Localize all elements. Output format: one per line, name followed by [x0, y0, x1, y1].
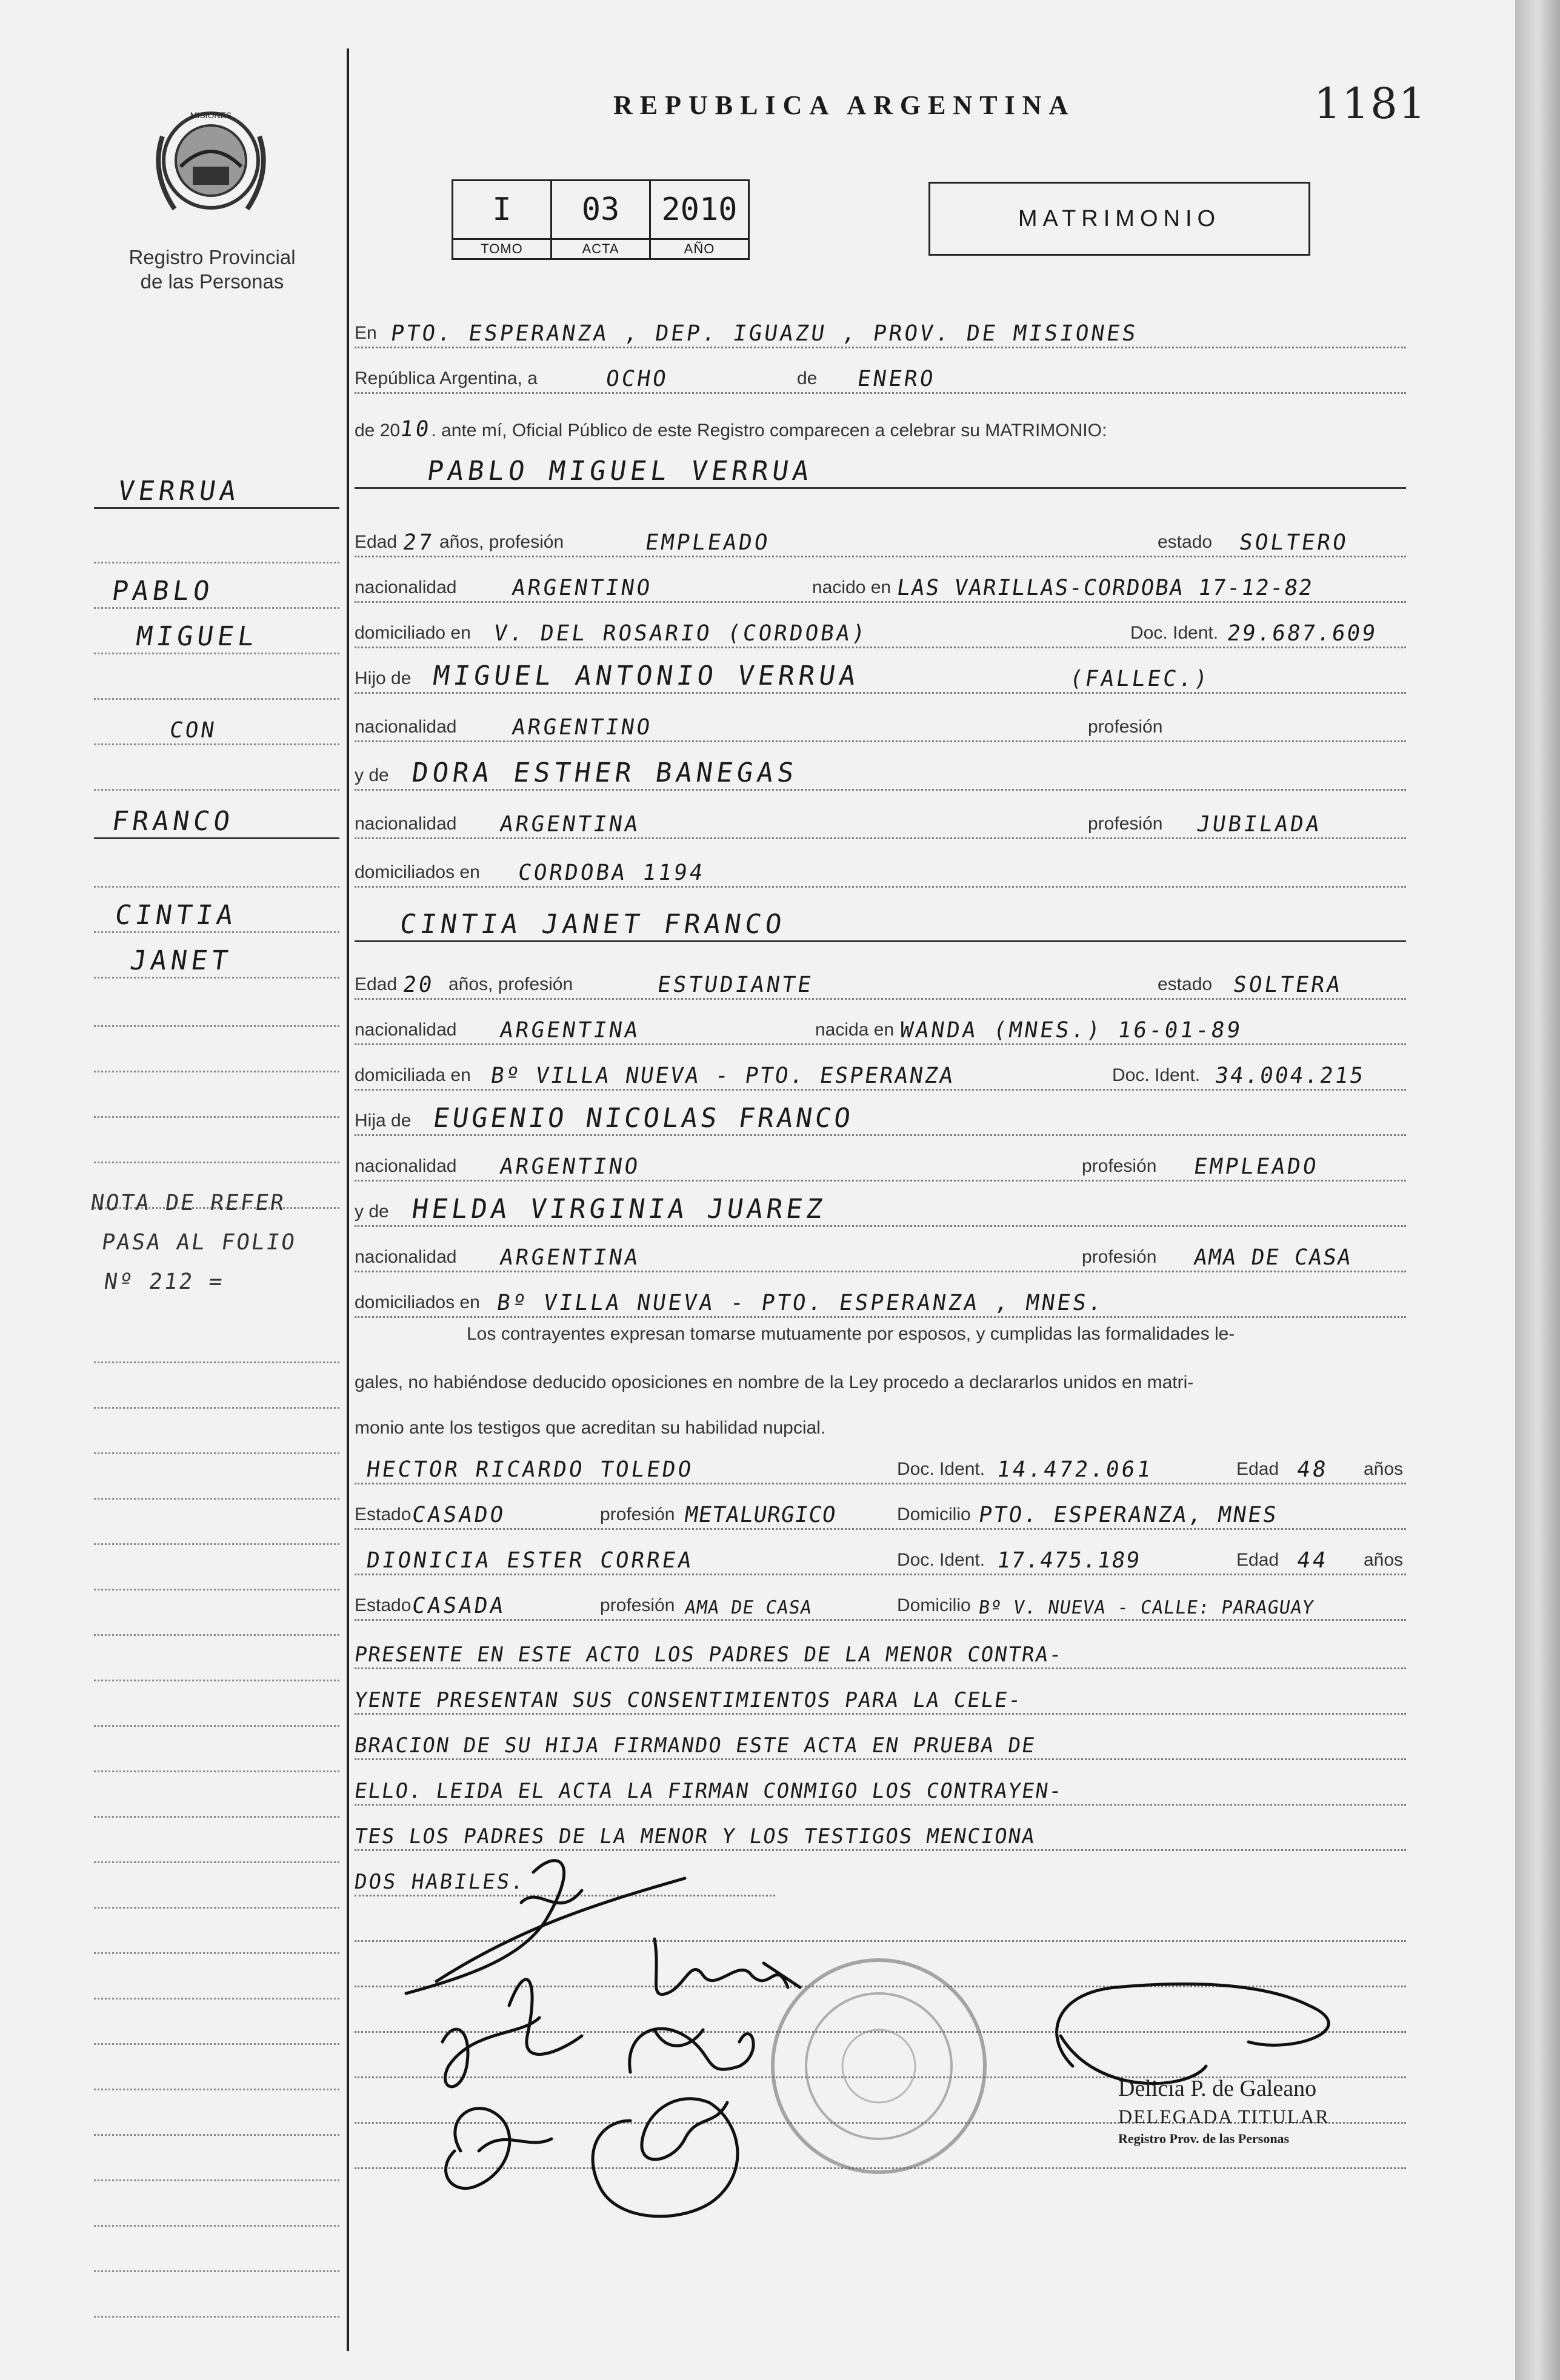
- profession-label: años, profesión: [448, 974, 573, 994]
- margin-line: [94, 1457, 339, 1500]
- bride-father-row: [355, 1094, 1406, 1136]
- bride-mother-profession: AMA DE CASA: [1192, 1245, 1354, 1270]
- nationality-label: nacionalidad: [355, 814, 457, 834]
- nationality-label: nacionalidad: [355, 1020, 457, 1040]
- note-line: TES LOS PADRES DE LA MENOR Y LOS TESTIGOS MENCIONA: [353, 1824, 1038, 1849]
- record-type-box: MATRIMONIO: [928, 182, 1310, 256]
- groom-father-nationality: ARGENTINO: [510, 715, 654, 740]
- born-label: nacida en: [815, 1020, 895, 1040]
- witness2-name: DIONICIA ESTER CORREA: [365, 1548, 696, 1573]
- registry-name: [91, 245, 333, 294]
- bride-name-row: [355, 894, 1406, 942]
- margin-surname-groom: [94, 467, 339, 509]
- witness1-doc: 14.472.061: [995, 1457, 1155, 1482]
- witness1-profession: METALURGICO: [683, 1503, 838, 1527]
- doc-label: Doc. Ident.: [897, 1550, 985, 1570]
- bride-parents-domicile-row: [355, 1275, 1406, 1318]
- groom-nationality: ARGENTINO: [510, 576, 654, 600]
- groom-parents-domicile-row: [355, 845, 1406, 888]
- official-name: Delicia P. de Galeano: [1118, 2076, 1317, 2101]
- bride-mother-row: [355, 1185, 1406, 1227]
- groom-age-row: [355, 515, 1406, 557]
- witness2-estado: CASADA: [410, 1594, 507, 1618]
- profession-label: profesión: [1082, 1247, 1157, 1267]
- groom-mother-nat-row: [355, 797, 1406, 839]
- father-label: Hijo de: [355, 668, 412, 688]
- margin-line: [94, 1548, 339, 1591]
- margin-note-line3: Nº 212 =: [102, 1269, 226, 1294]
- margin-line: [94, 2093, 339, 2136]
- bride-profession: ESTUDIANTE: [656, 972, 815, 997]
- age-label: Edad: [1236, 1550, 1279, 1570]
- groom-name: PABLO MIGUEL VERRUA: [425, 456, 815, 487]
- acta-value: 03: [552, 181, 650, 239]
- groom-domicile-row: [355, 606, 1406, 648]
- age-label: Edad: [1236, 1459, 1279, 1479]
- groom-mother-row: [355, 748, 1406, 791]
- groom-age: 27: [401, 530, 436, 555]
- groom-father-note: (FALLEC.): [1068, 666, 1212, 691]
- margin-line: [94, 1503, 339, 1545]
- signatures: [400, 1836, 1430, 2224]
- margin-line: [94, 1121, 339, 1163]
- margin-line: [94, 1775, 339, 1818]
- witness2-domicile: Bº V. NUEVA - CALLE: PARAGUAY: [977, 1597, 1316, 1618]
- official-org: Registro Prov. de las Personas: [1118, 2131, 1290, 2146]
- margin-firstname-bride: [94, 891, 339, 933]
- coat-of-arms-icon: [150, 100, 272, 227]
- note-row: [355, 1718, 1406, 1760]
- margin-line: [94, 1639, 339, 1681]
- stamp-seal: [773, 1960, 985, 2172]
- bride-domicile: Bº VILLA NUEVA - PTO. ESPERANZA: [489, 1063, 956, 1088]
- signature-scribbles: [406, 1861, 1328, 2216]
- republica-label: República Argentina, a: [355, 368, 538, 388]
- margin-name: VERRUA: [116, 476, 242, 507]
- margin-line: [94, 1957, 339, 1999]
- margin-line: [94, 845, 339, 888]
- father-label: Hija de: [355, 1111, 412, 1131]
- groom-birthplace: LAS VARILLAS-CORDOBA 17-12-82: [895, 576, 1315, 600]
- margin-line: [94, 1912, 339, 1954]
- bride-nationality-row: [355, 1003, 1406, 1045]
- margin-line: [94, 2275, 339, 2318]
- bride-nationality: ARGENTINA: [498, 1018, 642, 1043]
- nationality-label: nacionalidad: [355, 577, 457, 597]
- anio-label: AÑO: [650, 239, 749, 259]
- official-title: DELEGADA TITULAR: [1118, 2106, 1330, 2127]
- witness1-age: 48: [1295, 1457, 1330, 1482]
- margin-note-line1: NOTA DE REFER: [89, 1191, 287, 1215]
- margin-line: [94, 1684, 339, 1727]
- note-row: [355, 1627, 1406, 1669]
- margin-name: PABLO: [110, 576, 216, 607]
- witness1-name-row: [355, 1442, 1406, 1484]
- registry-name-line2: de las Personas: [140, 270, 284, 293]
- place-value: PTO. ESPERANZA , DEP. IGUAZU , PROV. DE MISIONES: [389, 321, 1140, 346]
- groom-father-row: [355, 651, 1406, 694]
- years-label: años: [1364, 1459, 1404, 1479]
- margin-line: [94, 1821, 339, 1863]
- profession-label: profesión: [1088, 814, 1163, 834]
- nationality-label: nacionalidad: [355, 1156, 457, 1176]
- year-suffix: 10: [398, 417, 433, 442]
- groom-doc: 29.687.609: [1225, 621, 1379, 646]
- note-row: [355, 1763, 1406, 1806]
- profession-label: profesión: [600, 1504, 675, 1524]
- groom-nationality-row: [355, 560, 1406, 603]
- witness1-domicile: PTO. ESPERANZA, MNES: [977, 1503, 1280, 1527]
- margin-line: [94, 985, 339, 1027]
- bride-father-nat-row: [355, 1139, 1406, 1182]
- domicile-label: domiciliada en: [355, 1065, 471, 1085]
- bride-age-row: [355, 957, 1406, 1000]
- margin-middlename-groom: [94, 612, 339, 654]
- domicile-label: Domicilio: [897, 1595, 971, 1615]
- bride-father-profession: EMPLEADO: [1192, 1154, 1321, 1179]
- bride-estado: SOLTERA: [1232, 972, 1344, 997]
- bride-mother: HELDA VIRGINIA JUAREZ: [410, 1194, 828, 1225]
- margin-name: FRANCO: [110, 806, 236, 837]
- note-line: YENTE PRESENTAN SUS CONSENTIMIENTOS PARA LA CELE-: [353, 1688, 1024, 1712]
- margin-name: MIGUEL: [134, 621, 261, 652]
- groom-father-nat-row: [355, 700, 1406, 742]
- bride-mother-nat-row: [355, 1230, 1406, 1272]
- margin-surname-bride: [94, 797, 339, 839]
- note-line: ELLO. LEIDA EL ACTA LA FIRMAN CONMIGO LOS CONTRAYEN-: [353, 1779, 1065, 1803]
- profession-label: profesión: [600, 1595, 675, 1615]
- day-value: OCHO: [604, 367, 670, 391]
- margin-line: [94, 1075, 339, 1118]
- note-row: [355, 1672, 1406, 1715]
- bride-age: 20: [401, 972, 436, 997]
- anio-value: 2010: [650, 181, 749, 239]
- groom-father: MIGUEL ANTONIO VERRUA: [431, 660, 862, 691]
- margin-line: [94, 1366, 339, 1409]
- groom-mother-nationality: ARGENTINA: [498, 812, 642, 837]
- margin-line: [94, 1321, 339, 1363]
- year-tail: . ante mí, Oficial Público de este Registro comparecen a celebrar su MATRIMONIO:: [431, 420, 1107, 440]
- month-label: de: [797, 368, 818, 388]
- note-line: PRESENTE EN ESTE ACTO LOS PADRES DE LA MENOR CONTRA-: [353, 1643, 1065, 1667]
- bride-parents-domicile: Bº VILLA NUEVA - PTO. ESPERANZA , MNES.: [495, 1291, 1106, 1315]
- domicile-label: domiciliados en: [355, 1292, 480, 1312]
- margin-line: [94, 2003, 339, 2045]
- witness2-doc: 17.475.189: [995, 1548, 1142, 1573]
- witness1-name: HECTOR RICARDO TOLEDO: [365, 1457, 696, 1482]
- margin-line: [94, 2139, 339, 2181]
- margin-line: [94, 2048, 339, 2090]
- born-label: nacido en: [812, 577, 892, 597]
- margin-name: JANET: [128, 945, 235, 976]
- margin-line: [94, 1412, 339, 1454]
- margin-note-line2: PASA AL FOLIO: [100, 1230, 298, 1255]
- age-label: Edad: [355, 532, 398, 552]
- bride-birthplace: WANDA (MNES.) 16-01-89: [898, 1018, 1244, 1043]
- nationality-label: nacionalidad: [355, 717, 457, 737]
- estado-label: estado: [1158, 532, 1213, 552]
- age-label: Edad: [355, 974, 398, 994]
- bride-father: EUGENIO NICOLAS FRANCO: [431, 1103, 856, 1134]
- tomo-acta-ano-box: [452, 179, 750, 260]
- margin-line: [94, 1594, 339, 1636]
- years-label: años: [1364, 1550, 1404, 1570]
- mother-label: y de: [355, 1202, 389, 1222]
- witness1-detail-row: [355, 1488, 1406, 1530]
- bride-mother-nationality: ARGENTINA: [498, 1245, 642, 1270]
- groom-name-row: [355, 445, 1406, 489]
- groom-parents-domicile: CORDOBA 1194: [516, 860, 707, 885]
- place-row: [355, 306, 1406, 348]
- margin-line: [94, 1866, 339, 1909]
- doc-label: Doc. Ident.: [1112, 1065, 1201, 1085]
- margin-con: [94, 703, 339, 745]
- margin-name: CON: [168, 718, 218, 743]
- estado-label: Estado: [355, 1504, 412, 1524]
- domicile-label: domiciliados en: [355, 862, 480, 882]
- page-title: REPUBLICA ARGENTINA: [613, 90, 1076, 120]
- witness2-detail-row: [355, 1578, 1406, 1621]
- groom-mother: DORA ESTHER BANEGAS: [410, 757, 800, 788]
- bride-father-nationality: ARGENTINO: [498, 1154, 642, 1179]
- margin-line: [94, 1030, 339, 1072]
- tomo-label: TOMO: [453, 239, 552, 259]
- domicile-label: domiciliado en: [355, 623, 471, 643]
- doc-label: Doc. Ident.: [1130, 623, 1219, 643]
- bride-doc: 34.004.215: [1213, 1063, 1367, 1088]
- registry-name-line1: Registro Provincial: [128, 246, 296, 268]
- legal-text-line1: Los contrayentes expresan tomarse mutuamente por esposos, y cumplidas las formalidades le-: [467, 1324, 1235, 1344]
- profession-label: profesión: [1082, 1156, 1157, 1176]
- legal-text-line2: gales, no habiéndose deducido oposiciones en nombre de la Ley procedo a declararlos unidos en matri-: [355, 1372, 1194, 1392]
- margin-firstname-groom: [94, 567, 339, 609]
- profession-label: profesión: [1088, 717, 1163, 737]
- date-row: [355, 351, 1406, 394]
- year-row: [355, 417, 1406, 442]
- margin-line: [94, 748, 339, 791]
- witness2-profession: AMA DE CASA: [683, 1597, 814, 1618]
- acta-label: ACTA: [552, 239, 650, 259]
- margin-line: [94, 2230, 339, 2272]
- margin-line: [94, 1730, 339, 1772]
- groom-mother-profession: JUBILADA: [1195, 812, 1324, 837]
- folio-number: 1181: [1314, 79, 1427, 128]
- margin-line: [94, 521, 339, 563]
- groom-estado: SOLTERO: [1238, 530, 1350, 555]
- bride-name: CINTIA JANET FRANCO: [398, 909, 788, 940]
- nationality-label: nacionalidad: [355, 1247, 457, 1267]
- doc-label: Doc. Ident.: [897, 1459, 985, 1479]
- page-edge: [1515, 0, 1560, 2380]
- place-label: En: [355, 323, 377, 343]
- note-line: DOS HABILES.: [353, 1870, 527, 1894]
- mother-label: y de: [355, 765, 389, 785]
- groom-profession: EMPLEADO: [644, 530, 772, 555]
- note-line: BRACION DE SU HIJA FIRMANDO ESTE ACTA EN PRUEBA DE: [353, 1733, 1038, 1758]
- margin-divider: [347, 48, 349, 2351]
- margin-line: [94, 657, 339, 700]
- estado-label: estado: [1158, 974, 1213, 994]
- witness1-estado: CASADO: [410, 1503, 507, 1527]
- profession-label: años, profesión: [439, 532, 564, 552]
- svg-text:MISIONES: MISIONES: [190, 110, 232, 120]
- witness2-age: 44: [1295, 1548, 1330, 1573]
- legal-text-line3: monio ante los testigos que acreditan su habilidad nupcial.: [355, 1418, 826, 1438]
- bride-domicile-row: [355, 1048, 1406, 1091]
- groom-domicile: V. DEL ROSARIO (CORDOBA): [492, 621, 870, 646]
- margin-middlename-bride: [94, 936, 339, 979]
- tomo-value: I: [453, 181, 552, 239]
- margin-line: [94, 2184, 339, 2227]
- month-value: ENERO: [856, 367, 938, 391]
- estado-label: Estado: [355, 1595, 412, 1615]
- domicile-label: Domicilio: [897, 1504, 971, 1524]
- year-prefix: de 20: [355, 420, 401, 440]
- margin-name: CINTIA: [113, 900, 239, 931]
- witness2-name-row: [355, 1533, 1406, 1575]
